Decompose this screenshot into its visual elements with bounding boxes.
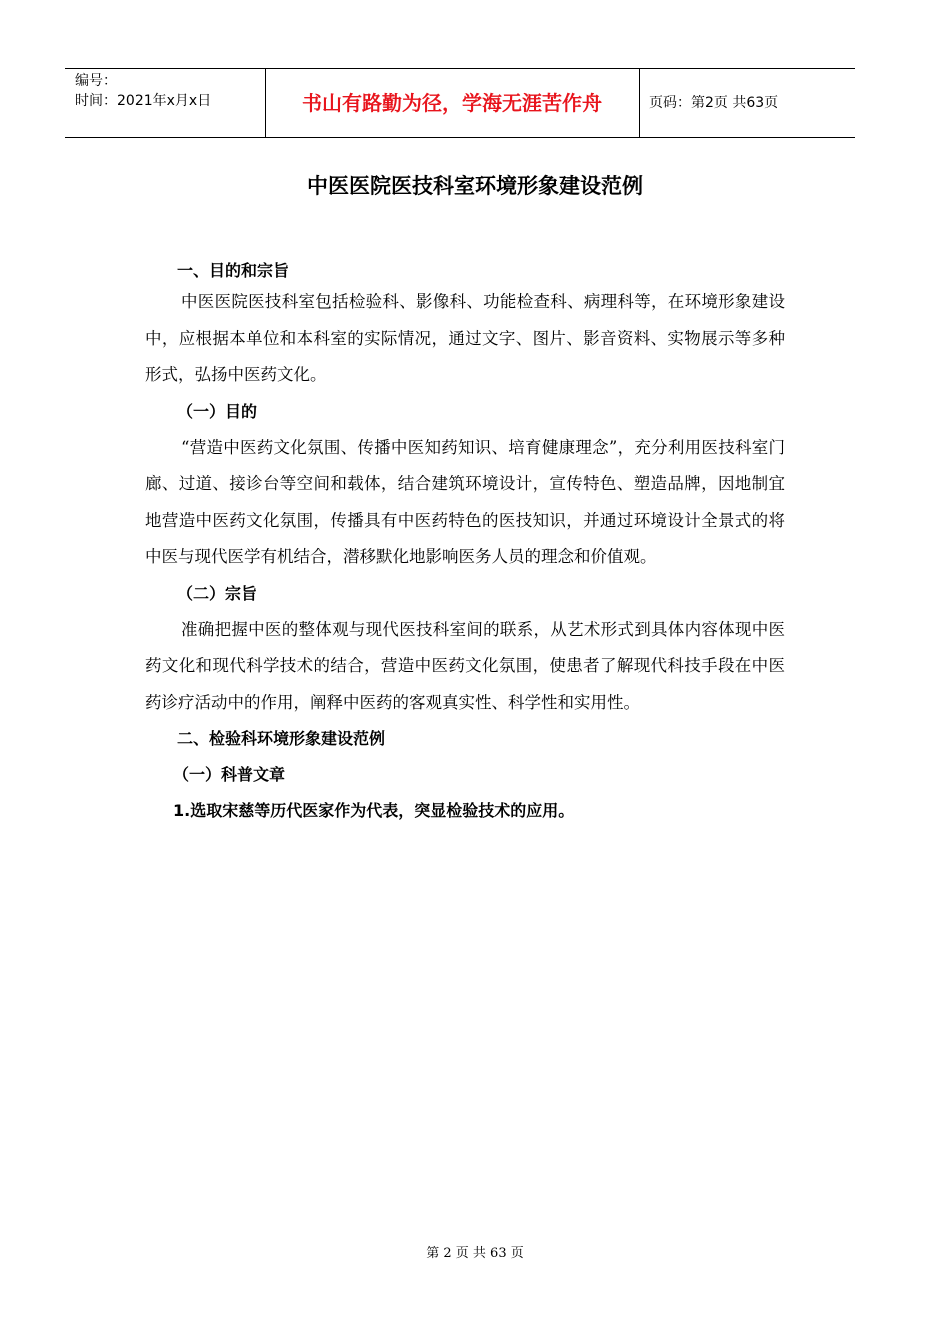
subsection-heading: （二）宗旨: [177, 583, 258, 603]
document-title: 中医医院医技科室环境形象建设范例: [307, 174, 643, 198]
subsection-heading: （一）目的: [177, 401, 258, 421]
paragraph: “营造中医药文化氛围、传播中医知药知识、培育健康理念”，充分利用医技科室门廊、过道、接诊台等空间和载体，结合建筑环境设计，宣传特色、塑造品牌，因地制宜地营造中医药文化氛围，传播具有中医药特色的医技知识，并通过环境设计全景式的将中医与现代医学有机结合，潜移默化地影响医务人员的理念和价值观。: [145, 437, 785, 566]
list-item: 1.选取宋慈等历代医家作为代表，突显检验技术的应用。: [173, 801, 575, 820]
document-body: [145, 258, 785, 829]
serial-label: 编号：: [75, 73, 117, 89]
paragraph: 准确把握中医的整体观与现代医技科室间的联系，从艺术形式到具体内容体现中医药文化和现代科学技术的结合，营造中医药文化氛围，使患者了解现代科技手段在中医药诊疗活动中的作用，阐释中医药的客观真实性、科学性和实用性。: [145, 619, 785, 712]
page-header: [65, 68, 855, 138]
time-label: 时间：2021年x月x日: [75, 93, 212, 109]
page-footer: 第 2 页 共 63 页: [426, 1246, 524, 1261]
header-page-info: 页码：第2页 共63页: [649, 95, 779, 111]
subsection-heading: （一）科普文章: [173, 765, 286, 784]
header-motto: 书山有路勤为径，学海无涯苦作舟: [302, 91, 602, 115]
section-heading: 二、检验科环境形象建设范例: [177, 729, 386, 748]
header-meta: [75, 71, 211, 111]
section-heading: 一、目的和宗旨: [177, 261, 290, 280]
header-divider: [639, 69, 640, 137]
paragraph: 中医医院医技科室包括检验科、影像科、功能检查科、病理科等，在环境形象建设中，应根据本单位和本科室的实际情况，通过文字、图片、影音资料、实物展示等多种形式，弘扬中医药文化。: [145, 292, 785, 384]
